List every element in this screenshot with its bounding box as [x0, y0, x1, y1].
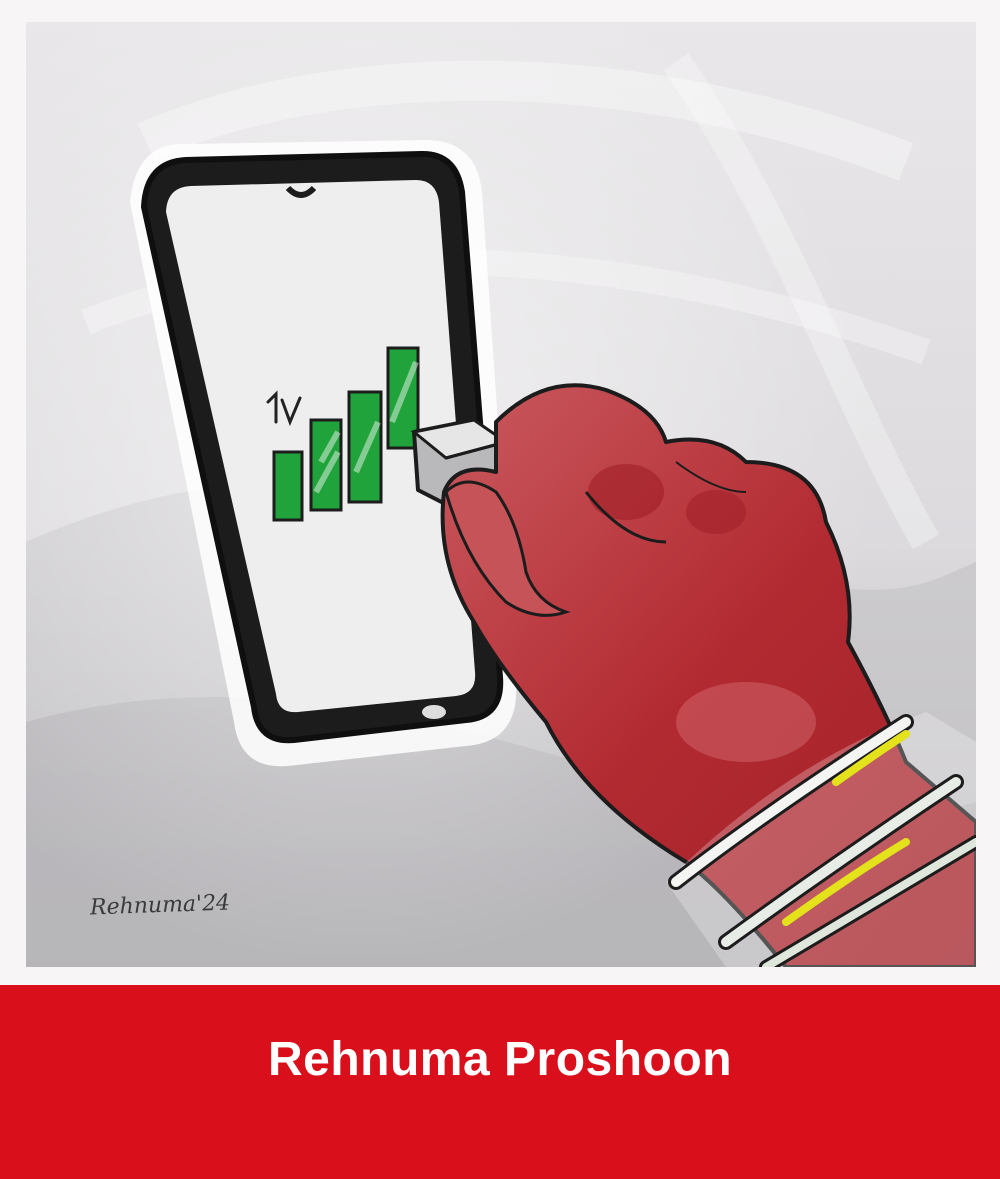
- bar-1: [274, 452, 302, 520]
- artist-name: Rehnuma Proshoon: [267, 1033, 733, 1086]
- illustration: [26, 22, 976, 967]
- artist-signature: Rehnuma'24: [89, 890, 231, 921]
